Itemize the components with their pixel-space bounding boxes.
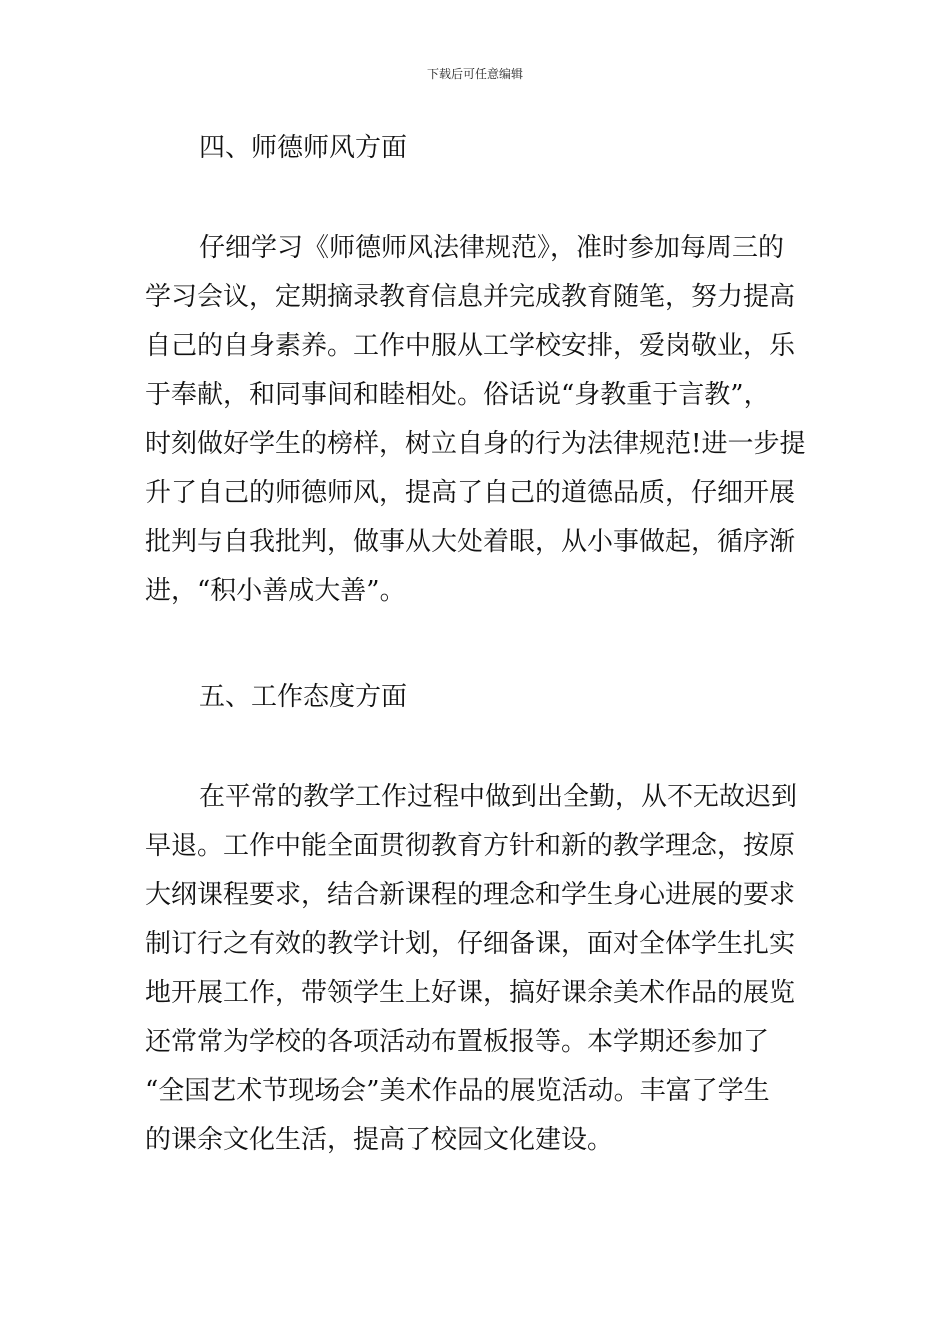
header-note: 下载后可任意编辑 [426, 67, 523, 81]
paragraph-line: 的课余文化生活，提高了校园文化建设。 [145, 1125, 614, 1155]
section-5-paragraph [145, 773, 805, 1165]
paragraph-line: 在平常的教学工作过程中做到出全勤，从不无故迟到 [199, 782, 798, 812]
section-5-heading: 五、工作态度方面 [199, 682, 408, 712]
paragraph-line: “全国艺术节现场会”美术作品的展览活动。丰富了学生 [145, 1076, 770, 1106]
paragraph-line: 制订行之有效的教学计划，仔细备课，面对全体学生扎实 [145, 929, 796, 959]
paragraph-line: 自己的自身素养。工作中服从工学校安排，爱岗敬业，乐 [145, 331, 796, 361]
section-4-heading: 四、师德师风方面 [199, 133, 408, 163]
paragraph-line: 还常常为学校的各项活动布置板报等。本学期还参加了 [145, 1027, 770, 1057]
paragraph-line: 升了自己的师德师风，提高了自己的道德品质，仔细开展 [145, 478, 796, 508]
paragraph-line: 时刻做好学生的榜样，树立自身的行为法律规范!进一步提 [145, 429, 806, 459]
paragraph-line: 大纲课程要求，结合新课程的理念和学生身心进展的要求 [145, 880, 796, 910]
paragraph-line: 仔细学习《师德师风法律规范》，准时参加每周三的 [199, 233, 785, 263]
paragraph-line: 早退。工作中能全面贯彻教育方针和新的教学理念，按原 [145, 831, 796, 861]
paragraph-line: 批判与自我批判，做事从大处着眼，从小事做起，循序渐 [145, 527, 796, 557]
paragraph-line: 于奉献，和同事间和睦相处。俗话说“身教重于言教”， [145, 380, 770, 410]
paragraph-line: 地开展工作，带领学生上好课，搞好课余美术作品的展览 [145, 978, 796, 1008]
section-4-paragraph [145, 224, 805, 616]
paragraph-line: 进，“积小善成大善”。 [145, 576, 406, 606]
paragraph-line: 学习会议，定期摘录教育信息并完成教育随笔，努力提高 [145, 282, 796, 312]
